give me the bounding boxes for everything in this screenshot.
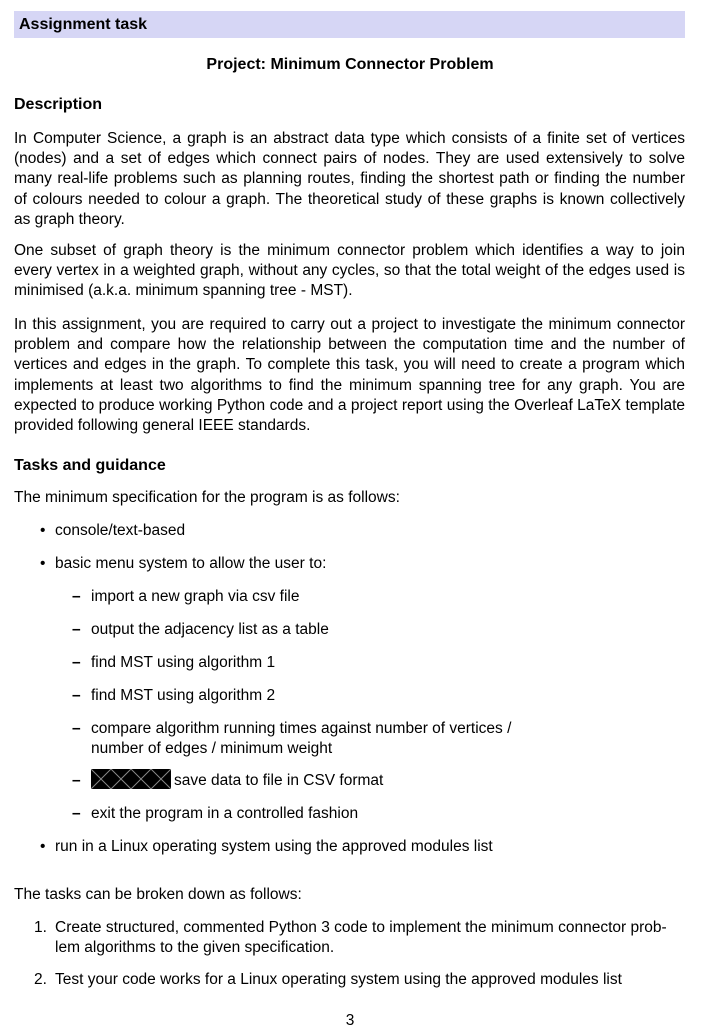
breakdown-intro: The tasks can be broken down as follows: bbox=[14, 886, 302, 903]
menu-item: find MST using algorithm 2 bbox=[91, 687, 276, 704]
numbered-item-2: Test your code works for a Linux operating system using the approved modules list bbox=[55, 971, 622, 988]
menu-item: compare algorithm running times against number of vertices / bbox=[91, 720, 512, 737]
spec-intro: The minimum specification for the program is as follows: bbox=[14, 489, 400, 506]
redaction-block bbox=[91, 769, 171, 789]
bullet-linux: run in a Linux operating system using the approved modules list bbox=[55, 838, 493, 855]
page-number: 3 bbox=[345, 1012, 355, 1029]
menu-item-continued: number of edges / minimum weight bbox=[91, 740, 333, 757]
dash-marker: – bbox=[72, 588, 81, 605]
numbered-item-1-continued: lem algorithms to the given specification. bbox=[55, 939, 335, 956]
bullet-console: console/text-based bbox=[55, 522, 186, 539]
menu-item-redacted bbox=[91, 771, 383, 791]
menu-item: import a new graph via csv file bbox=[91, 588, 300, 605]
dash-marker: – bbox=[72, 805, 81, 822]
dash-marker: – bbox=[72, 621, 81, 638]
menu-item-label: save data to file in CSV format bbox=[174, 772, 384, 790]
assignment-task-banner: Assignment task bbox=[14, 11, 685, 38]
dash-marker: – bbox=[72, 720, 81, 737]
dash-marker: – bbox=[72, 654, 81, 671]
list-number: 2. bbox=[34, 971, 47, 988]
numbered-item-1: Create structured, commented Python 3 code to implement the minimum connector prob- bbox=[55, 919, 667, 936]
description-paragraph-2: One subset of graph theory is the minimum connector problem which identifies a way to join every vertex in a weighted graph, without any cycles, so that the total weight of the edges used is minimised (a.k.a. minimum spanning tree - MST). bbox=[14, 242, 685, 300]
dash-marker: – bbox=[72, 772, 81, 789]
list-number: 1. bbox=[34, 919, 47, 936]
bullet-marker: • bbox=[40, 555, 46, 572]
description-paragraph-1: In Computer Science, a graph is an abstract data type which consists of a finite set of vertices (nodes) and a set of edges which connect pairs of nodes. They are used extensively to solve many real-life problems such as planning routes, finding the shortest path or finding the number of colours needed to colour a graph. The theoretical study of these graphs is known collectively as graph theory. bbox=[14, 130, 685, 228]
description-heading: Description bbox=[14, 96, 103, 113]
menu-item: exit the program in a controlled fashion bbox=[91, 805, 359, 822]
bullet-menu: basic menu system to allow the user to: bbox=[55, 555, 327, 572]
bullet-marker: • bbox=[40, 838, 46, 855]
dash-marker: – bbox=[72, 687, 81, 704]
project-title: Project: Minimum Connector Problem bbox=[206, 56, 494, 73]
menu-item: find MST using algorithm 1 bbox=[91, 654, 276, 671]
description-paragraph-3: In this assignment, you are required to carry out a project to investigate the minimum connector problem and compare how the relationship between the computation time and the number of vertices and edges in the graph. To complete this task, you will need to create a program which implements at least two algorithms to find the minimum spanning tree for any graph. You are expected to produce working Python code and a project report using the Overleaf LaTeX template provided following general IEEE standards. bbox=[14, 316, 685, 435]
menu-item: output the adjacency list as a table bbox=[91, 621, 329, 638]
bullet-marker: • bbox=[40, 522, 46, 539]
tasks-heading: Tasks and guidance bbox=[14, 457, 166, 474]
